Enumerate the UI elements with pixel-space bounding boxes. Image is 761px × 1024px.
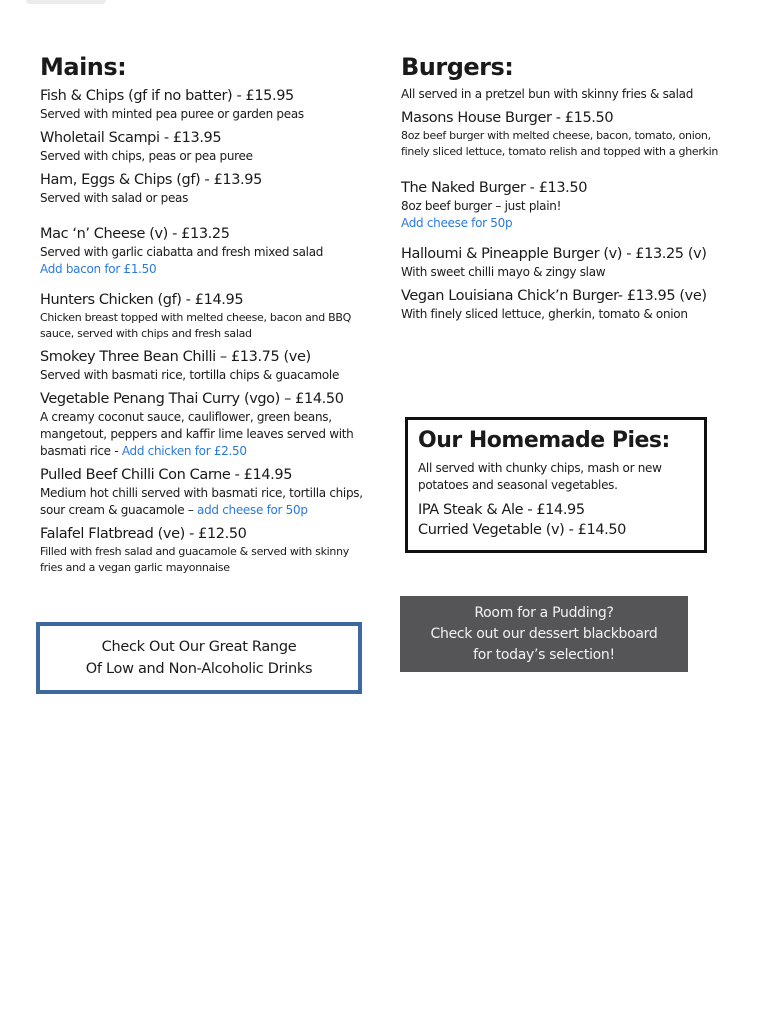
add-on-link: Add cheese for 50p	[401, 216, 513, 230]
menu-item	[40, 224, 370, 278]
item-description: With sweet chilli mayo & zingy slaw	[401, 265, 606, 279]
menu-item	[401, 244, 721, 281]
mains-heading: Mains:	[40, 53, 127, 81]
pudding-line: for today’s selection!	[473, 646, 615, 663]
item-description: Served with basmati rice, tortilla chips & guacamole	[40, 368, 340, 382]
menu-item	[40, 465, 370, 519]
burgers-section	[401, 50, 721, 323]
item-description: With finely sliced lettuce, gherkin, tomato & onion	[401, 307, 688, 321]
pudding-box	[400, 596, 688, 672]
pie-item: IPA Steak & Ale - £14.95	[418, 502, 585, 518]
item-title: Ham, Eggs & Chips (gf) - £13.95	[40, 172, 262, 188]
item-description: Served with salad or peas	[40, 191, 189, 205]
menu-item	[401, 178, 721, 232]
pudding-line: Room for a Pudding?	[474, 604, 614, 621]
item-description: Filled with fresh salad and guacamole & served with skinny fries and a vegan garlic mayonnaise	[40, 545, 349, 574]
item-title: Falafel Flatbread (ve) - £12.50	[40, 526, 247, 542]
burgers-intro: All served in a pretzel bun with skinny fries & salad	[401, 87, 694, 101]
menu-item	[40, 86, 370, 123]
menu-item	[40, 389, 370, 460]
item-description-text: A creamy coconut sauce, cauliflower, green beans, mangetout, peppers and kaffir lime leaves served with basmati rice -	[40, 410, 354, 458]
item-title: Fish & Chips (gf if no batter) - £15.95	[40, 88, 294, 104]
page-edge-mark	[26, 0, 106, 4]
item-description	[40, 409, 370, 460]
item-title: Halloumi & Pineapple Burger (v) - £13.25 (v)	[401, 246, 707, 262]
menu-item	[401, 108, 721, 160]
item-title: Vegan Louisiana Chick’n Burger- £13.95 (ve)	[401, 288, 707, 304]
item-title: Pulled Beef Chilli Con Carne - £14.95	[40, 467, 293, 483]
item-description	[40, 485, 370, 519]
drinks-line: Of Low and Non-Alcoholic Drinks	[85, 661, 313, 677]
item-title: Vegetable Penang Thai Curry (vgo) – £14.50	[40, 391, 344, 407]
pudding-line: Check out our dessert blackboard	[430, 625, 658, 642]
pies-heading: Our Homemade Pies:	[418, 428, 670, 453]
menu-item	[40, 128, 370, 165]
item-description: 8oz beef burger with melted cheese, bacon, tomato, onion, finely sliced lettuce, tomato relish and topped with a gherkin	[401, 129, 719, 158]
burgers-heading: Burgers:	[401, 53, 514, 81]
item-description-text: Medium hot chilli served with basmati rice, tortilla chips, sour cream & guacamole –	[40, 486, 363, 517]
item-title: Hunters Chicken (gf) - £14.95	[40, 292, 244, 308]
item-title: The Naked Burger - £13.50	[401, 180, 588, 196]
pie-item: Curried Vegetable (v) - £14.50	[418, 522, 626, 538]
item-title: Smokey Three Bean Chilli – £13.75 (ve)	[40, 349, 311, 365]
item-title: Wholetail Scampi - £13.95	[40, 130, 222, 146]
drinks-box	[36, 622, 362, 694]
pies-box	[405, 417, 707, 553]
menu-item	[40, 347, 370, 384]
drinks-line: Check Out Our Great Range	[101, 639, 297, 655]
add-on-link: Add bacon for £1.50	[40, 262, 157, 276]
item-title: Mac ‘n’ Cheese (v) - £13.25	[40, 226, 230, 242]
item-description: Served with minted pea puree or garden peas	[40, 107, 304, 121]
item-description: 8oz beef burger – just plain!	[401, 199, 562, 213]
item-description: Served with chips, peas or pea puree	[40, 149, 253, 163]
item-title: Masons House Burger - £15.50	[401, 110, 614, 126]
item-description: Chicken breast topped with melted cheese, bacon and BBQ sauce, served with chips and fresh salad	[40, 311, 351, 340]
add-on-link: add cheese for 50p	[197, 503, 308, 517]
menu-item	[40, 290, 370, 342]
menu-item	[401, 286, 721, 323]
menu-item	[40, 170, 370, 207]
add-on-link: Add chicken for £2.50	[121, 444, 247, 458]
menu-item	[40, 524, 370, 576]
pies-intro: All served with chunky chips, mash or new potatoes and seasonal vegetables.	[418, 461, 662, 492]
mains-section	[40, 50, 370, 576]
item-description: Served with garlic ciabatta and fresh mixed salad	[40, 245, 324, 259]
